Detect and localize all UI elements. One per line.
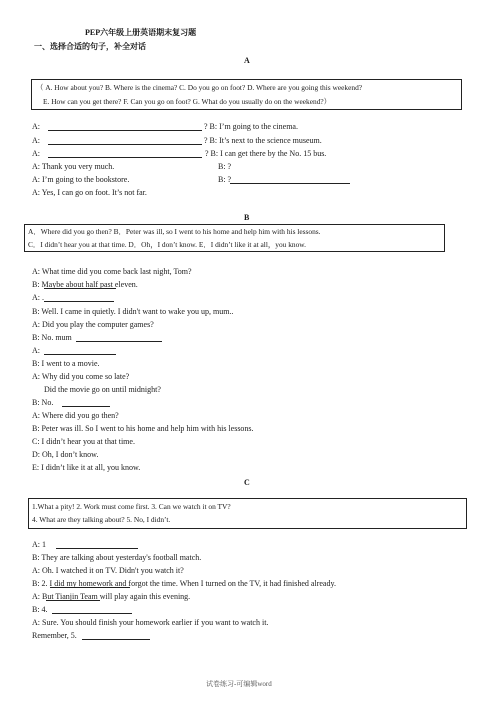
part-a-line-2-left: A:: [32, 136, 40, 145]
part-b-line: C: I didn’t hear you at that time.: [32, 437, 135, 446]
part-b-line: A: Did you play the computer games?: [32, 320, 154, 329]
part-b-line: B: Maybe about half past eleven.: [32, 280, 138, 289]
part-b-line: B: Peter was ill. So I went to his home and help him with his lessons.: [32, 424, 254, 433]
part-c-options-line2: 4. What are they talking about? 5. No, I didn’t.: [32, 515, 171, 524]
part-b-line: A: Where did you go then?: [32, 411, 119, 420]
part-b-line: B: Well. I came in quietly. I didn't want to wake you up, mum..: [32, 307, 234, 316]
part-a-options-line2: E. How can you get there? F. Can you go on foot? G. What do you usually do on the weekend?）: [43, 97, 332, 106]
part-c-line: A: But Tianjin Team will play again this evening.: [32, 592, 191, 601]
part-c-heading: C: [244, 478, 250, 487]
answer-blank[interactable]: [48, 149, 202, 158]
part-b-line: D: Oh, I don’t know.: [32, 450, 99, 459]
part-b-line: B: No.: [32, 398, 54, 407]
part-c-line: B: 2. I did my homework and forgot the time. When I turned on the TV, it had finished already.: [32, 579, 336, 588]
part-b-options-line1: A．Where did you go then? B．Peter was ill, so I went to his home and help him with his lessons.: [28, 227, 321, 236]
section-heading: 一、选择合适的句子，补全对话: [34, 42, 146, 51]
part-c-line: B: 4.: [32, 605, 48, 614]
part-b-line: A: What time did you come back last night, Tom?: [32, 267, 192, 276]
part-a-line-2-right: ? B: It’s next to the science museum.: [204, 136, 322, 145]
part-a-line-1-left: A:: [32, 122, 40, 131]
part-b-line: Did the movie go on until midnight?: [44, 385, 161, 394]
part-c-options-line1: 1.What a pity! 2. Work must come first. 3. Can we watch it on TV?: [32, 502, 231, 511]
part-b-line: B: I went to a movie.: [32, 359, 100, 368]
answer-blank[interactable]: [44, 346, 116, 355]
answer-blank[interactable]: [56, 540, 138, 549]
answer-blank[interactable]: [46, 592, 100, 601]
part-a-heading: A: [244, 56, 250, 65]
part-a-line-4-left: A: Thank you very much.: [32, 162, 115, 171]
part-b-line: E: I didn’t like it at all, you know.: [32, 463, 141, 472]
part-a-line-1-right: ? B: I’m going to the cinema.: [204, 122, 298, 131]
part-c-line: A: 1: [32, 540, 46, 549]
answer-blank[interactable]: [62, 398, 110, 407]
answer-blank[interactable]: [52, 605, 132, 614]
part-a-options-line1: （ A. How about you? B. Where is the cinema? C. Do you go on foot? D. Where are you going this weekend?: [36, 83, 363, 92]
part-a-line-3-left: A:: [32, 149, 40, 158]
answer-blank[interactable]: [44, 293, 114, 302]
part-b-heading: B: [244, 213, 250, 222]
part-a-line-6-left: A: Yes, I can go on foot. It’s not far.: [32, 188, 147, 197]
part-c-line: Remember, 5.: [32, 631, 77, 640]
answer-blank[interactable]: [76, 333, 162, 342]
part-a-line-5-left: A: I’m going to the bookstore.: [32, 175, 130, 184]
part-b-line: A:: [32, 346, 40, 355]
answer-blank[interactable]: [44, 280, 116, 289]
part-b-line: B: No. mum: [32, 333, 72, 342]
part-b-line: A: Why did you come so late?: [32, 372, 130, 381]
part-a-line-4-right: B: ?: [218, 162, 232, 171]
part-c-line: A: Oh. I watched it on TV. Didn't you watch it?: [32, 566, 184, 575]
answer-blank[interactable]: [50, 579, 130, 588]
part-c-line: A: Sure. You should finish your homework earlier if you want to watch it.: [32, 618, 269, 627]
part-b-options-line2: C．I didn’t hear you at that time. D．Oh，I don’t know. E．I didn’t like it at all，you know.: [28, 240, 306, 249]
part-b-line: A: .: [32, 293, 44, 302]
part-c-line: B: They are talking about yesterday's football match.: [32, 553, 202, 562]
answer-blank[interactable]: [48, 136, 202, 145]
answer-blank[interactable]: [48, 122, 202, 131]
part-a-line-3-right: ? B: I can get there by the No. 15 bus.: [205, 149, 327, 158]
answer-blank[interactable]: [230, 175, 350, 184]
page-title: PEP六年级上册英语期末复习题: [85, 28, 197, 37]
answer-blank[interactable]: [82, 631, 150, 640]
page-footer: 试卷练习-可编辑word: [206, 680, 272, 688]
part-a-line-5-right: B: ?: [218, 175, 232, 184]
